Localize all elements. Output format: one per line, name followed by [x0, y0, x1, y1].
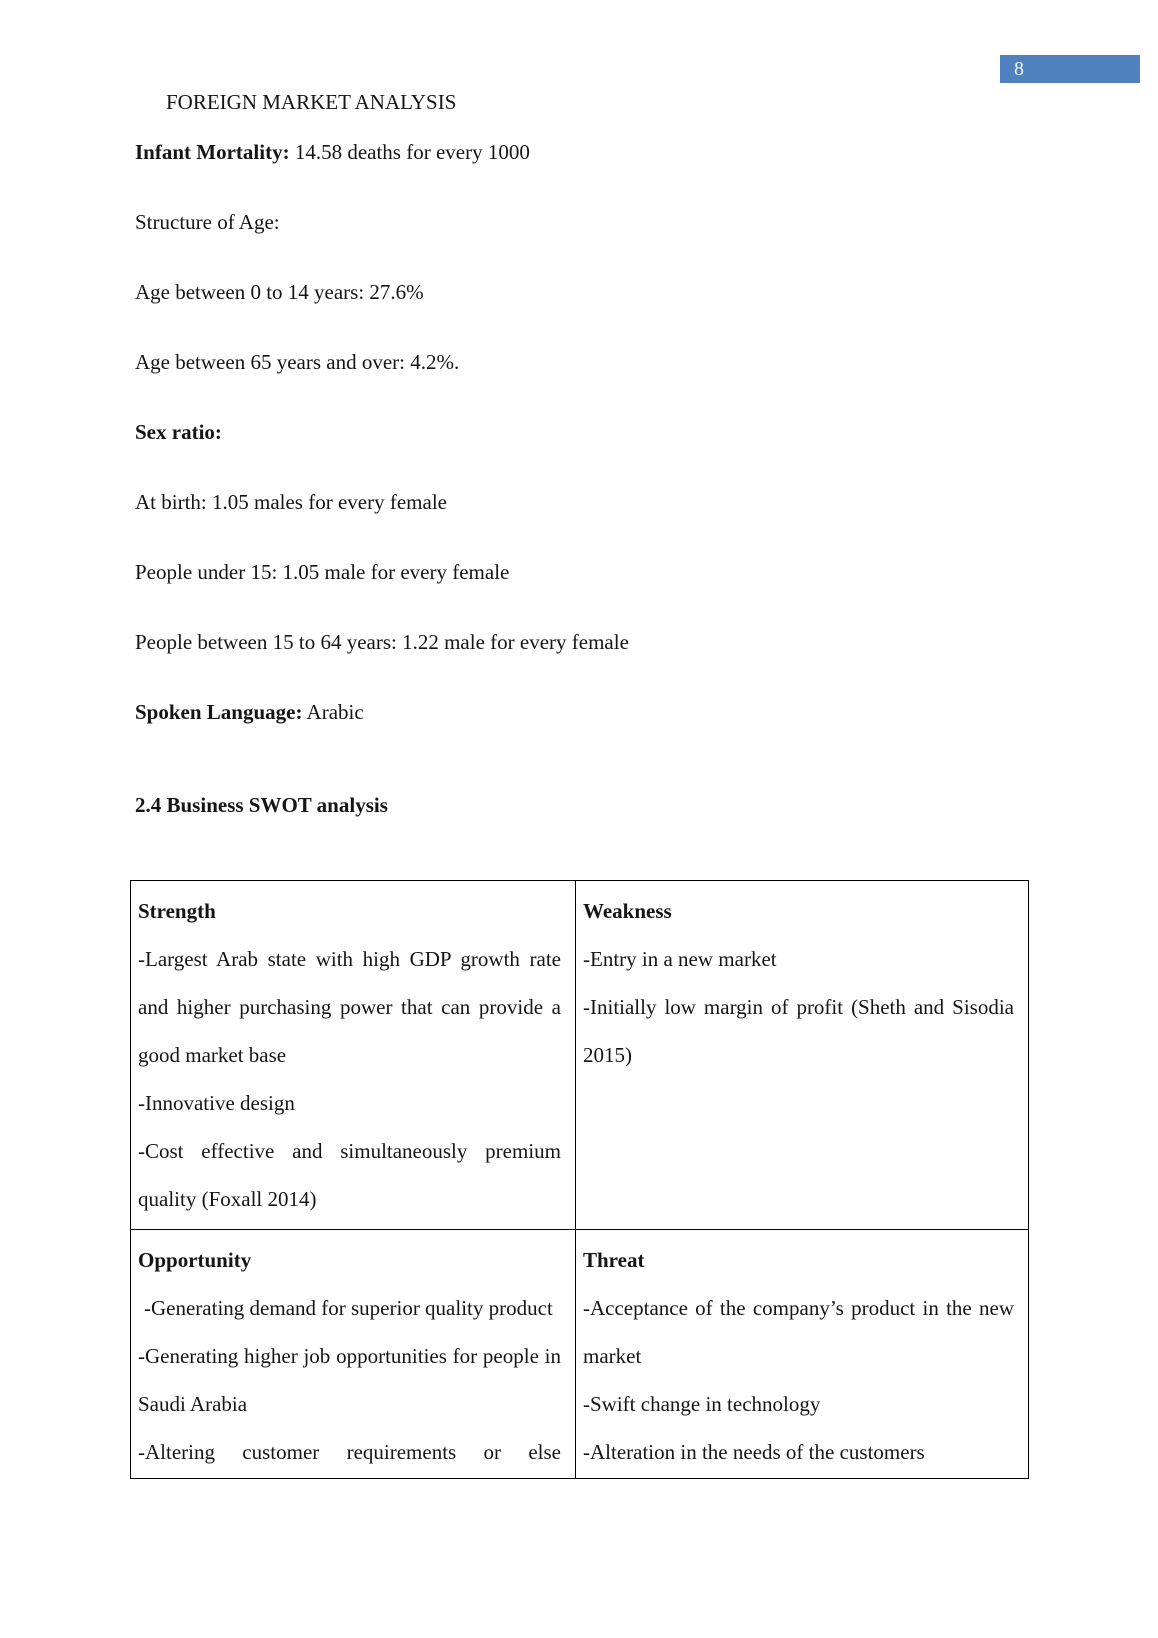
paragraph-text: Age between 65 years and over: 4.2%.: [135, 350, 460, 374]
swot-item: -Entry in a new market: [583, 947, 777, 971]
swot-item: -Altering customer requirements or else: [138, 1440, 561, 1464]
paragraph-text: Structure of Age:: [135, 210, 280, 234]
swot-header-weakness: Weakness: [583, 899, 672, 923]
body-paragraph: [135, 632, 1028, 653]
body-paragraph: [135, 282, 1028, 303]
paragraph-text: People between 15 to 64 years: 1.22 male for every female: [135, 630, 629, 654]
swot-item: -Acceptance of the company’s product in the new market: [583, 1296, 1014, 1368]
swot-header-opportunity: Opportunity: [138, 1248, 252, 1272]
paragraph-text: Age between 0 to 14 years: 27.6%: [135, 280, 424, 304]
paragraph-text: At birth: 1.05 males for every female: [135, 490, 447, 514]
paragraph-label: Spoken Language:: [135, 700, 303, 724]
body-paragraph: [135, 212, 1028, 233]
body-paragraph: [135, 562, 1028, 583]
swot-header-threat: Threat: [583, 1248, 645, 1272]
paragraph-text: People under 15: 1.05 male for every female: [135, 560, 510, 584]
swot-cell-threat: [576, 1230, 1029, 1479]
swot-item: -Generating higher job opportunities for people in Saudi Arabia: [138, 1344, 561, 1416]
swot-item: -Alteration in the needs of the customers: [583, 1440, 925, 1464]
swot-cell-weakness: [576, 881, 1029, 1230]
body-paragraph: [135, 352, 1028, 373]
section-heading: 2.4 Business SWOT analysis: [135, 793, 388, 817]
swot-table: [130, 880, 1029, 1479]
paragraph-text: 14.58 deaths for every 1000: [289, 140, 530, 164]
paragraph-label: Sex ratio:: [135, 420, 222, 444]
paragraph-text: Arabic: [302, 700, 364, 724]
swot-row-top: [131, 881, 1029, 1230]
body-paragraph: [135, 702, 1028, 723]
page-content: [130, 92, 1028, 1479]
body-paragraph: [135, 422, 1028, 443]
paragraph-label: Infant Mortality:: [135, 140, 290, 164]
swot-item: -Largest Arab state with high GDP growth rate and higher purchasing power that can provide a good market base: [138, 947, 561, 1067]
swot-item: -Generating demand for superior quality product: [144, 1296, 553, 1320]
running-head: FOREIGN MARKET ANALYSIS: [166, 90, 457, 114]
page-number-badge: 8: [1000, 55, 1140, 83]
swot-cell-strength: [131, 881, 576, 1230]
swot-item: -Initially low margin of profit (Sheth and Sisodia 2015): [583, 995, 1014, 1067]
swot-header-strength: Strength: [138, 899, 216, 923]
body-paragraph: [135, 142, 1028, 163]
swot-row-bottom: [131, 1230, 1029, 1479]
swot-cell-opportunity: [131, 1230, 576, 1479]
swot-item: -Swift change in technology: [583, 1392, 821, 1416]
body-paragraph: [135, 492, 1028, 513]
swot-item: -Cost effective and simultaneously premium quality (Foxall 2014): [138, 1139, 561, 1211]
swot-item: -Innovative design: [138, 1091, 295, 1115]
